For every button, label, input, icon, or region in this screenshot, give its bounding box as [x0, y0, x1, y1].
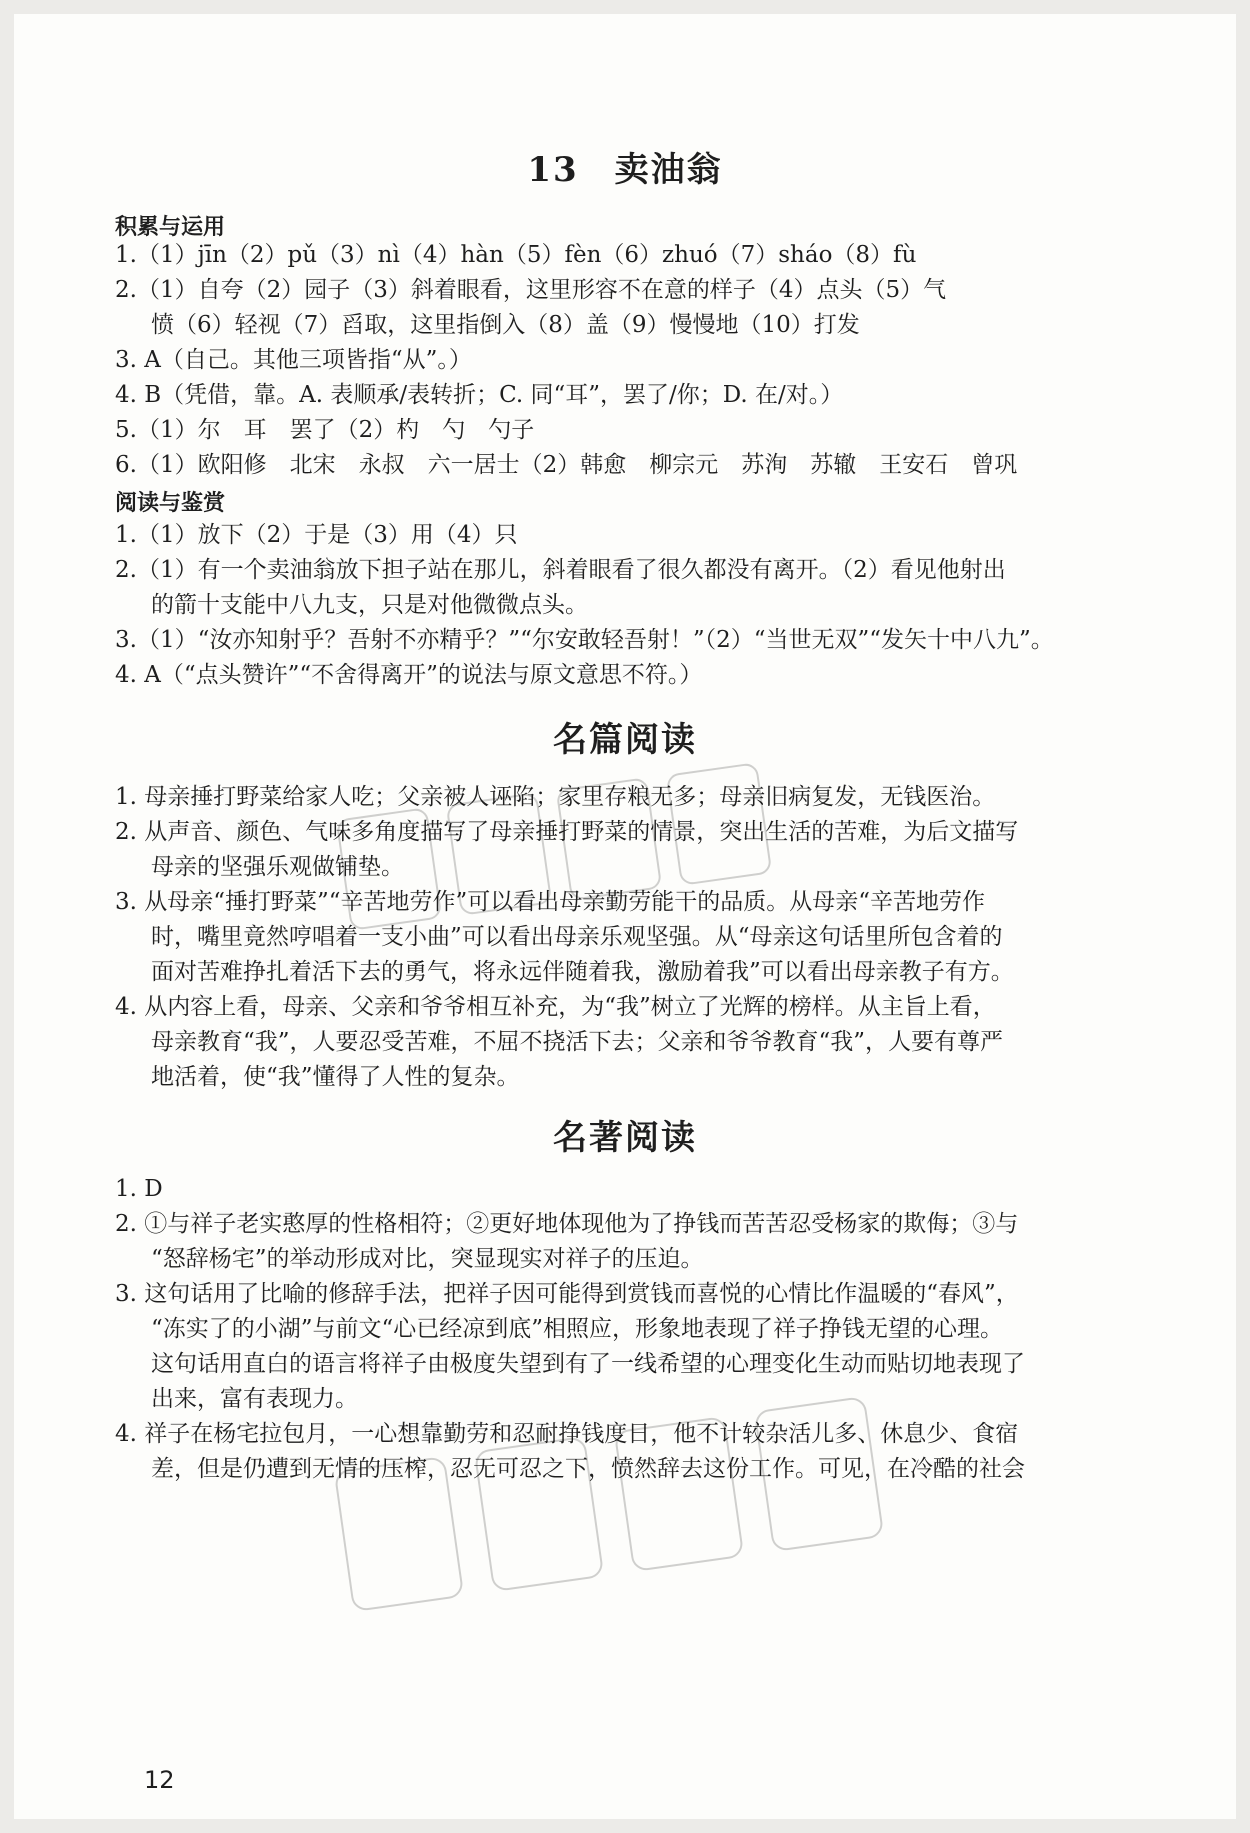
answer-line: “冻实了的小湖”与前文“心已经凉到底”相照应，形象地表现了祥子挣钱无望的心理。 — [151, 1316, 1004, 1342]
answer-line: 1. D — [115, 1176, 163, 1202]
answer-line: “怒辞杨宅”的举动形成对比，突显现实对祥子的压迫。 — [151, 1246, 704, 1272]
page — [14, 14, 1236, 1819]
answer-line: 的箭十支能中八九支，只是对他微微点头。 — [151, 592, 588, 618]
answer-line: 3. 这句话用了比喻的修辞手法，把祥子因可能得到赏钱而喜悦的心情比作温暖的“春风”， — [115, 1281, 1019, 1307]
answer-line: 愤（6）轻视（7）舀取，这里指倒入（8）盖（9）慢慢地（10）打发 — [151, 312, 860, 338]
answer-line: 2. 从声音、颜色、气味多角度描写了母亲捶打野菜的情景，突出生活的苦难，为后文描写 — [115, 819, 1019, 845]
page-number: 12 — [144, 1766, 175, 1794]
answer-line: 1. 母亲捶打野菜给家人吃；父亲被人诬陷；家里存粮无多；母亲旧病复发，无钱医治。 — [115, 784, 996, 810]
answer-line: 出来，富有表现力。 — [151, 1386, 358, 1412]
section-heading-accumulation: 积累与运用 — [115, 215, 226, 240]
answer-line: 母亲教育“我”，人要忍受苦难，不屈不挠活下去；父亲和爷爷教育“我”，人要有尊严 — [151, 1029, 1004, 1055]
answer-line: 4. B（凭借，靠。A. 表顺承/表转折；C. 同“耳”，罢了/你；D. 在/对。） — [115, 382, 844, 408]
answer-line: 这句话用直白的语言将祥子由极度失望到有了一线希望的心理变化生动而贴切地表现了 — [151, 1351, 1025, 1377]
lesson-title: 13 卖油翁 — [527, 150, 723, 190]
answer-line: 4. 祥子在杨宅拉包月，一心想靠勤劳和忍耐挣钱度日，他不计较杂活儿多、休息少、食宿 — [115, 1421, 1019, 1447]
answer-line: 6.（1）欧阳修 北宋 永叔 六一居士（2）韩愈 柳宗元 苏洵 苏辙 王安石 曾巩 — [115, 452, 1018, 478]
answer-line: 4. A（“点头赞许”“不舍得离开”的说法与原文意思不符。） — [115, 662, 703, 688]
answer-line: 1.（1）jīn（2）pǔ（3）nì（4）hàn（5）fèn（6）zhuó（7）sháo（8）fù — [115, 242, 917, 268]
answer-line: 2. ①与祥子老实憨厚的性格相符；②更好地体现他为了挣钱而苦苦忍受杨家的欺侮；③与 — [115, 1211, 1019, 1237]
answer-line: 母亲的坚强乐观做铺垫。 — [151, 854, 404, 880]
answer-line: 2.（1）有一个卖油翁放下担子站在那儿，斜着眼看了很久都没有离开。（2）看见他射出 — [115, 557, 1006, 583]
answer-line: 4. 从内容上看，母亲、父亲和爷爷相互补充，为“我”树立了光辉的榜样。从主旨上看， — [115, 994, 996, 1020]
section-heading-reading: 阅读与鉴赏 — [115, 491, 226, 516]
answer-line: 3. 从母亲“捶打野菜”“辛苦地劳作”可以看出母亲勤劳能干的品质。从母亲“辛苦地劳作 — [115, 889, 986, 915]
answer-line: 1.（1）放下（2）于是（3）用（4）只 — [115, 522, 518, 548]
answer-line: 差，但是仍遭到无情的压榨，忍无可忍之下，愤然辞去这份工作。可见，在冷酷的社会 — [151, 1456, 1025, 1482]
answer-line: 3.（1）“汝亦知射乎？吾射不亦精乎？”“尔安敢轻吾射！”（2）“当世无双”“发矢十中八九”。 — [115, 627, 1054, 653]
answer-line: 3. A（自己。其他三项皆指“从”。） — [115, 347, 472, 373]
answer-line: 地活着，使“我”懂得了人性的复杂。 — [151, 1064, 520, 1090]
answer-line: 2.（1）自夸（2）园子（3）斜着眼看，这里形容不在意的样子（4）点头（5）气 — [115, 277, 947, 303]
answer-line: 面对苦难挣扎着活下去的勇气，将永远伴随着我，激励着我”可以看出母亲教子有方。 — [151, 959, 1014, 985]
answer-line: 5.（1）尔 耳 罢了（2）杓 勺 勺子 — [115, 417, 535, 443]
answer-line: 时，嘴里竟然哼唱着一支小曲”可以看出母亲乐观坚强。从“母亲这句话里所包含着的 — [151, 924, 1003, 950]
section-title-classic-novel: 名著阅读 — [553, 1118, 697, 1158]
section-title-famous-essay: 名篇阅读 — [553, 720, 697, 760]
